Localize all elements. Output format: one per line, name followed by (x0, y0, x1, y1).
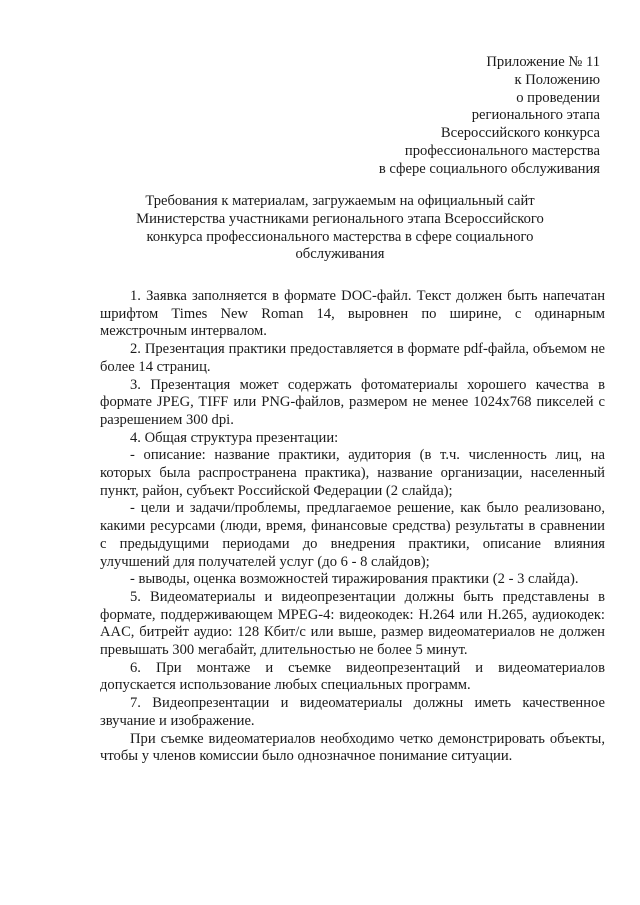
title-line: конкурса профессионального мастерства в сфере социального (146, 228, 534, 245)
paragraph-6: 6. При монтаже и съемке видеопрезентаций и видеоматериалов допускается использование любых специальных программ. (100, 659, 605, 694)
structure-item-conclusions: - выводы, оценка возможностей тиражирования практики (2 - 3 слайда). (130, 571, 579, 588)
title-line: Требования к материалам, загружаемым на официальный сайт (145, 193, 535, 209)
structure-item-goals: - цели и задачи/проблемы, предлагаемое решение, как было реализовано, какими ресурсами (люди, время, финансовые средства) результаты в сравнении с предыдущими периодами до внедрения практики, описание влияния улучшений для получателей услуг (до 6 - 8 слайдов); (100, 500, 605, 570)
title-line: Министерства участниками регионального этапа Всероссийского (136, 210, 544, 227)
paragraph-3: 3. Презентация может содержать фотоматериалы хорошего качества в формате JPEG, TIFF или PNG-файлов, размером не менее 1024x768 пикселей с разрешением 300 dpi. (100, 376, 605, 428)
paragraph-1: 1. Заявка заполняется в формате DOC-файл. Текст должен быть напечатан шрифтом Times New Roman 14, выровнен по ширине, с одинарным межстрочным интервалом. (100, 288, 605, 340)
document-title (110, 193, 570, 264)
title-line: обслуживания (295, 246, 385, 263)
appendix-line: Всероссийского конкурса (440, 125, 600, 142)
paragraph-5: 5. Видеоматериалы и видеопрезентации должны быть представлены в формате, поддерживающем MPEG-4: видеокодек: H.264 или H.265, аудиокодек: AAC, битрейт аудио: 128 Кбит/с или выше, размер видеоматериалов не должен превышать 300 мегабайт, длительностью не более 5 минут. (100, 588, 605, 659)
appendix-header (379, 54, 600, 179)
document-body (100, 288, 605, 766)
appendix-line: профессионального мастерства (404, 142, 600, 159)
closing-paragraph: При съемке видеоматериалов необходимо четко демонстрировать объекты, чтобы у членов комиссии было однозначное понимание ситуации. (100, 730, 605, 765)
structure-item-description: - описание: название практики, аудитория (в т.ч. численность лиц, на которых была распространена практика), название организации, населенный пункт, район, субъект Российской Федерации (2 слайда); (100, 447, 605, 499)
appendix-line: к Положению (514, 71, 600, 88)
paragraph-2: 2. Презентация практики предоставляется в формате pdf-файла, объемом не более 14 страниц. (100, 341, 605, 375)
paragraph-7: 7. Видеопрезентации и видеоматериалы должны иметь качественное звучание и изображение. (100, 695, 605, 729)
appendix-line: в сфере социального обслуживания (378, 160, 600, 177)
appendix-line: регионального этапа (471, 107, 600, 124)
paragraph-4: 4. Общая структура презентации: (130, 429, 339, 446)
appendix-line: о проведении (516, 89, 600, 106)
appendix-line: Приложение № 11 (486, 54, 600, 70)
